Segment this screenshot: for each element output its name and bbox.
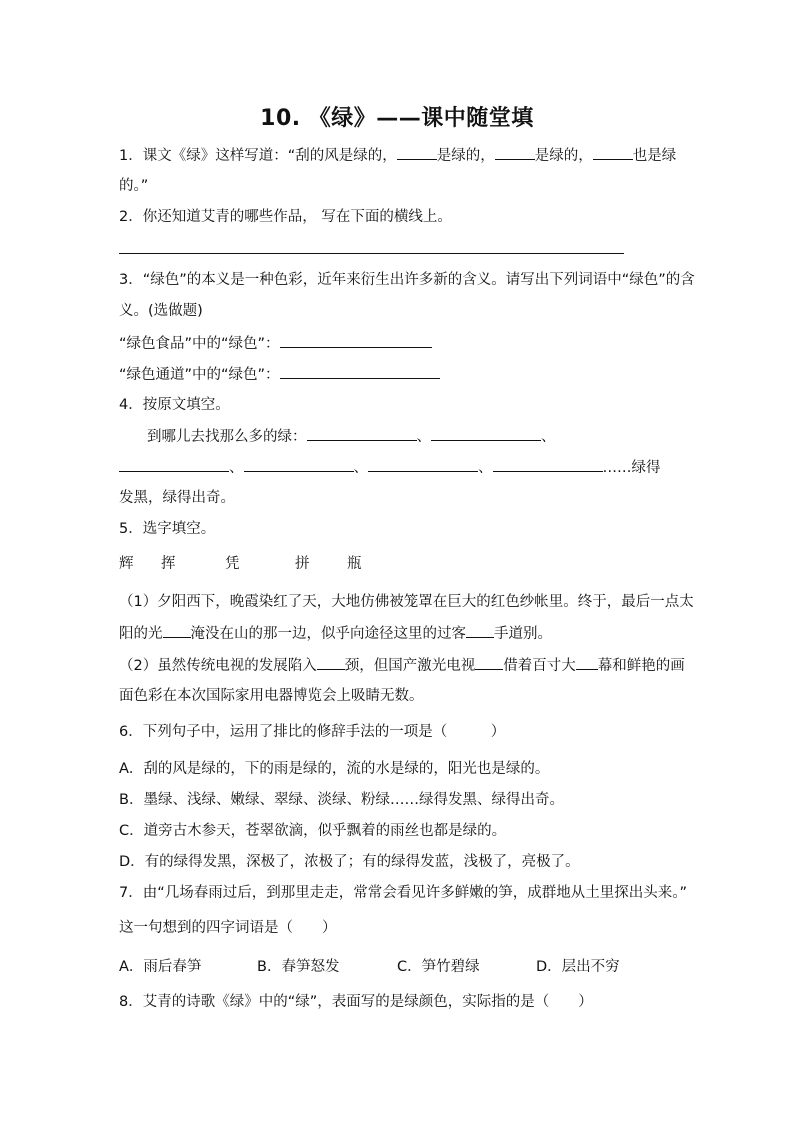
blank[interactable]: [280, 333, 432, 348]
question-4-line-1: [147, 426, 556, 447]
q5-text: 淹没在山的那一边，似乎向途径这里的过客: [190, 626, 466, 642]
question-1-line-1: [119, 145, 676, 166]
option-a[interactable]: A．雨后春笋: [119, 959, 202, 975]
separator: 、: [229, 460, 244, 476]
blank[interactable]: [317, 655, 345, 670]
q5-text: 手道别。: [494, 626, 552, 642]
separator: 、: [416, 429, 431, 445]
option-d[interactable]: D．层出不穷: [536, 959, 620, 975]
q4-text: ……绿得: [602, 460, 661, 476]
question-1-line-2: 的。”: [119, 178, 149, 194]
blank[interactable]: [307, 426, 417, 441]
option-a[interactable]: A．刮的风是绿的，下的雨是绿的，流的水是绿的，阳光也是绿的。: [119, 761, 550, 777]
sentence-1-line-2: [119, 623, 552, 644]
q5-text: 借着百寸大: [503, 658, 576, 674]
question-3-channel: [119, 364, 440, 385]
q1-text: 是绿的，: [436, 148, 495, 164]
page-title: 10. 《绿》——课中随堂填: [260, 106, 534, 131]
option-b[interactable]: B．墨绿、浅绿、嫩绿、翠绿、淡绿、粉绿……绿得发黑、绿得出奇。: [119, 792, 564, 808]
question-4-line-3: 发黑，绿得出奇。: [119, 490, 235, 506]
question-3-line-1: 3．“绿色”的本义是一种色彩，近年来衍生出许多新的含义。请写出下列词语中“绿色”的含: [119, 272, 695, 288]
blank[interactable]: [593, 145, 633, 160]
blank[interactable]: [244, 457, 354, 472]
blank[interactable]: [576, 655, 598, 670]
option-b[interactable]: B．春笋怒发: [257, 959, 340, 975]
blank[interactable]: [475, 655, 503, 670]
char-option: 挥: [161, 556, 176, 572]
char-option: 瓶: [347, 556, 362, 572]
sentence-2-line-2: 面色彩在本次国际家用电器博览会上吸睛无数。: [119, 688, 424, 704]
question-2: 2．你还知道艾青的哪些作品， 写在下面的横线上。: [119, 209, 452, 225]
q1-text: 1．课文《绿》这样写道：“刮的风是绿的，: [119, 148, 397, 164]
option-c[interactable]: C．笋竹碧绿: [397, 959, 480, 975]
question-4-line-2: [119, 457, 661, 478]
question-3-line-2: 义。(选做题): [119, 303, 203, 319]
blank[interactable]: [466, 623, 494, 638]
question-3-food: [119, 333, 432, 354]
blank[interactable]: [368, 457, 478, 472]
question-8: 8．艾青的诗歌《绿》中的“绿”，表面写的是绿颜色，实际指的是（ ）: [119, 994, 593, 1010]
question-7-line-1: 7．由“几场春雨过后，到那里走走，常常会看见许多鲜嫩的笋，成群地从土里探出头来。”: [119, 885, 687, 901]
option-d[interactable]: D．有的绿得发黑，深极了，浓极了；有的绿得发蓝，浅极了，亮极了。: [119, 854, 580, 870]
question-5-head: 5．选字填空。: [119, 521, 216, 537]
char-option: 凭: [225, 556, 240, 572]
q1-text: 也是绿: [632, 148, 677, 164]
q5-text: 阳的光: [119, 626, 163, 642]
blank[interactable]: [431, 426, 541, 441]
separator: 、: [541, 429, 556, 445]
char-options: [119, 554, 362, 574]
blank[interactable]: [163, 623, 191, 638]
question-4-head: 4．按原文填空。: [119, 397, 230, 413]
sentence-2-line-1: [119, 655, 685, 676]
char-option: 辉: [119, 556, 134, 572]
food-label: “绿色食品”中的“绿色”：: [119, 336, 280, 352]
option-c[interactable]: C．道旁古木参天，苍翠欲滴，似乎飘着的雨丝也都是绿的。: [119, 823, 507, 839]
separator: 、: [478, 460, 493, 476]
blank[interactable]: [493, 457, 603, 472]
question-7-line-2: 这一句想到的四字词语是（ ）: [119, 920, 337, 936]
answer-line[interactable]: [119, 253, 624, 254]
q1-text: 是绿的，: [534, 148, 593, 164]
channel-label: “绿色通道”中的“绿色”：: [119, 367, 280, 383]
separator: 、: [353, 460, 368, 476]
blank[interactable]: [280, 364, 440, 379]
q5-text: 幕和鲜艳的画: [597, 658, 685, 674]
blank[interactable]: [397, 145, 437, 160]
q5-text: 颈，但国产激光电视: [344, 658, 476, 674]
char-option: 拼: [295, 556, 310, 572]
sentence-1-line-1: （1）夕阳西下，晚霞染红了天，大地仿佛被笼罩在巨大的红色纱帐里。终于，最后一点太: [119, 594, 694, 610]
question-6-head: 6．下列句子中，运用了排比的修辞手法的一项是（ ）: [119, 724, 506, 740]
blank[interactable]: [495, 145, 535, 160]
q5-text: （2）虽然传统电视的发展陷入: [119, 658, 317, 674]
q4-text: 到哪儿去找那么多的绿：: [147, 429, 307, 445]
blank[interactable]: [119, 457, 229, 472]
